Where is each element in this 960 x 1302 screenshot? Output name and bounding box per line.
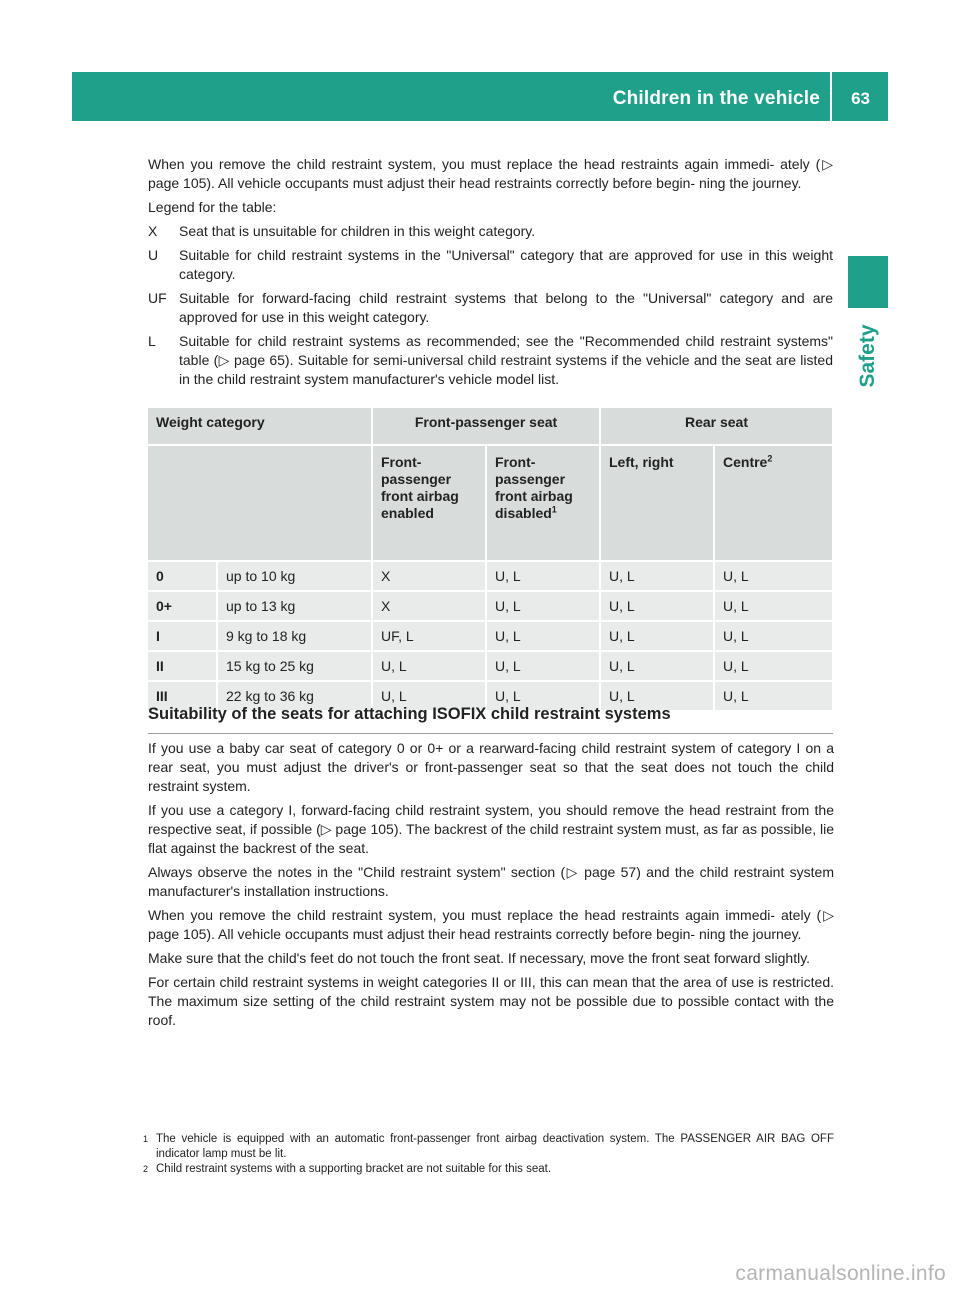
- cell-airbag-disabled: U, L: [487, 562, 601, 592]
- footnote: [143, 1162, 834, 1177]
- section-tab: [846, 316, 890, 396]
- footnote-mark: 2: [143, 1164, 149, 1174]
- cell-centre: U, L: [715, 622, 834, 652]
- cell-airbag-enabled: X: [373, 562, 487, 592]
- legend-text: Suitable for forward-facing child restraint systems that belong to the "Universal" category and are approved for use in this weight category.: [179, 290, 833, 325]
- legend-item: [148, 246, 833, 284]
- header-airbag-disabled-text: Front- passenger front airbag disabled: [495, 454, 573, 521]
- table-row: [148, 622, 834, 652]
- isofix-paragraph: Make sure that the child's feet do not touch the front seat. If necessary, move the front seat forward slightly.: [148, 950, 811, 966]
- cell-category: III: [148, 682, 218, 712]
- cell-centre: U, L: [715, 592, 834, 622]
- legend-title: Legend for the table:: [148, 199, 277, 215]
- table-row: [148, 652, 834, 682]
- isofix-paragraph: When you remove the child restraint system, you must replace the head restraints again immedi- ately (▷ page 105). All vehicle occupants must adjust their head restraints correctly before begin- ning the journey.: [148, 907, 834, 942]
- cell-category: 0+: [148, 592, 218, 622]
- cell-centre: U, L: [715, 652, 834, 682]
- isofix-section: [148, 739, 834, 1035]
- legend-item: [148, 222, 833, 241]
- header-empty-cell: [148, 446, 373, 562]
- isofix-section-heading: Suitability of the seats for attaching ISOFIX child restraint systems: [148, 705, 833, 734]
- cell-category: II: [148, 652, 218, 682]
- cell-weight: up to 13 kg: [218, 592, 373, 622]
- cell-left-right: U, L: [601, 652, 715, 682]
- cell-airbag-enabled: U, L: [373, 682, 487, 712]
- chapter-title: Children in the vehicle: [612, 88, 820, 109]
- cell-weight: 15 kg to 25 kg: [218, 652, 373, 682]
- header-airbag-disabled: [487, 446, 601, 562]
- header-left-right: Left, right: [601, 446, 715, 562]
- legend-code: UF: [148, 290, 167, 306]
- cell-centre: U, L: [715, 682, 834, 712]
- cell-left-right: U, L: [601, 592, 715, 622]
- cell-airbag-enabled: U, L: [373, 652, 487, 682]
- cell-left-right: U, L: [601, 682, 715, 712]
- cell-weight: 22 kg to 36 kg: [218, 682, 373, 712]
- cell-category: 0: [148, 562, 218, 592]
- intro-paragraph: When you remove the child restraint system, you must replace the head restraints again immedi- ately (▷ page 105). All vehicle occupants must adjust their head restraints correctly before begin- ning the journey.: [148, 156, 833, 191]
- legend-code: U: [148, 247, 159, 263]
- seat-suitability-table: [148, 408, 834, 712]
- header-airbag-enabled: [373, 446, 487, 562]
- cell-airbag-disabled: U, L: [487, 682, 601, 712]
- legend-item: [148, 289, 833, 327]
- footnote-ref-2: 2: [767, 453, 773, 464]
- legend-code: X: [148, 223, 158, 239]
- watermark: carmanualsonline.info: [735, 1262, 946, 1285]
- footnote-ref-1: 1: [551, 504, 557, 515]
- legend-text: Seat that is unsuitable for children in this weight category.: [179, 223, 536, 239]
- page-number: 63: [851, 89, 870, 108]
- legend-item: [148, 332, 833, 389]
- footnote-text: The vehicle is equipped with an automatic front-passenger front airbag deactivation system. The PASSENGER AIR BAG OFF indicator lamp must be lit.: [156, 1133, 834, 1160]
- isofix-paragraph: Always observe the notes in the "Child restraint system" section (▷ page 57) and the child restraint system manufacturer's installation instructions.: [148, 864, 834, 899]
- footnote-mark: 1: [143, 1134, 149, 1144]
- legend-text: Suitable for child restraint systems in the "Universal" category that are approved for use in this weight category.: [179, 247, 833, 282]
- legend-code: L: [148, 333, 156, 349]
- cell-airbag-enabled: X: [373, 592, 487, 622]
- table-row: [148, 562, 834, 592]
- table-row: [148, 592, 834, 622]
- header-front-passenger-seat: Front-passenger seat: [373, 408, 601, 446]
- footnote: [143, 1132, 834, 1162]
- cell-centre: U, L: [715, 562, 834, 592]
- header-weight-category: Weight category: [148, 408, 373, 446]
- cell-left-right: U, L: [601, 622, 715, 652]
- cell-airbag-disabled: U, L: [487, 622, 601, 652]
- cell-weight: 9 kg to 18 kg: [218, 622, 373, 652]
- header-rear-seat: Rear seat: [601, 408, 834, 446]
- cell-left-right: U, L: [601, 562, 715, 592]
- header-airbag-enabled-text: Front- passenger front airbag enabled: [381, 454, 459, 521]
- intro-section: [148, 155, 833, 394]
- legend-list: [148, 222, 833, 389]
- section-tab-marker: [848, 256, 888, 308]
- header-centre: [715, 446, 834, 562]
- header-centre-text: Centre: [723, 454, 768, 470]
- isofix-paragraph: If you use a baby car seat of category 0 or 0+ or a rearward-facing child restraint system of category I on a rear seat, you must adjust the driver's or front-passenger seat so that the seat does not touch the child restraint system.: [148, 740, 834, 794]
- footnotes: [143, 1132, 834, 1177]
- page-header: [72, 72, 888, 121]
- legend-text: Suitable for child restraint systems as recommended; see the "Recommended child restraint systems" table (▷ page 65). Suitable for semi-universal child restraint systems if the vehicle and the seat are listed in the child restraint system manufacturer's vehicle model list.: [179, 333, 833, 387]
- cell-airbag-enabled: UF, L: [373, 622, 487, 652]
- section-tab-label: Safety: [856, 324, 879, 388]
- header-divider: [830, 72, 832, 121]
- cell-category: I: [148, 622, 218, 652]
- cell-weight: up to 10 kg: [218, 562, 373, 592]
- isofix-paragraph: For certain child restraint systems in weight categories II or III, this can mean that the area of use is restricted. The maximum size setting of the child restraint system may not be possible due to possible contact with the roof.: [148, 974, 834, 1028]
- cell-airbag-disabled: U, L: [487, 652, 601, 682]
- isofix-paragraph: If you use a category I, forward-facing child restraint system, you should remove the head restraint from the respective seat, if possible (▷ page 105). The backrest of the child restraint system must, as far as possible, lie flat against the backrest of the seat.: [148, 802, 834, 856]
- cell-airbag-disabled: U, L: [487, 592, 601, 622]
- footnote-text: Child restraint systems with a supporting bracket are not suitable for this seat.: [156, 1163, 552, 1175]
